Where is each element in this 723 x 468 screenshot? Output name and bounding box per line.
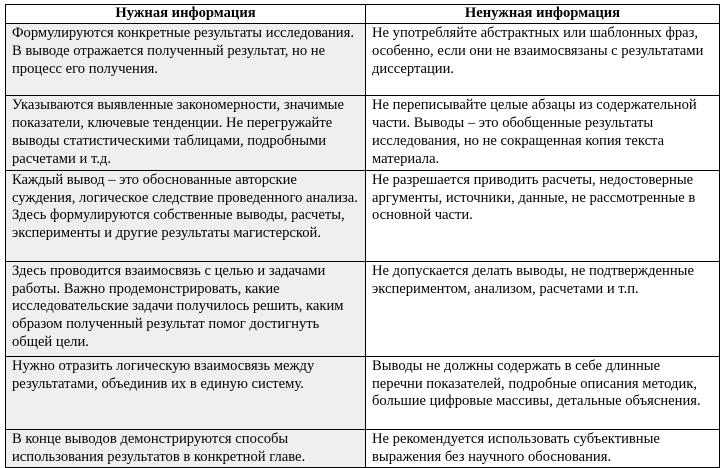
unneeded-info-cell: Не разрешается приводить расчеты, недостоверные аргументы, источники, данные, не рассмотренные в основной части.: [366, 170, 720, 261]
header-needed-info: Нужная информация: [6, 5, 366, 24]
table-row: [6, 429, 720, 468]
table-row: [6, 261, 720, 356]
needed-info-cell: В конце выводов демонстрируются способы использования результатов в конкретной главе.: [6, 429, 366, 468]
header-row: [6, 5, 720, 24]
unneeded-info-cell: Не допускается делать выводы, не подтвержденные экспериментом, анализом, расчетами и т.п.: [366, 261, 720, 356]
needed-info-cell: Здесь проводится взаимосвязь с целью и задачами работы. Важно продемонстрировать, какие исследовательские задачи получилось решить, каким образом полученный результат помог достигнуть общей цели.: [6, 261, 366, 356]
comparison-table: [5, 4, 720, 468]
table-row: [6, 356, 720, 429]
unneeded-info-cell: Не употребляйте абстрактных или шаблонных фраз, особенно, если они не взаимосвязаны с результатами диссертации.: [366, 24, 720, 96]
needed-info-cell: Нужно отразить логическую взаимосвязь между результатами, объединив их в единую систему.: [6, 356, 366, 429]
needed-info-cell: Указываются выявленные закономерности, значимые показатели, ключевые тенденции. Не перегружайте выводы статистическими таблицами, подробными расчетами и т.д.: [6, 96, 366, 171]
table-row: [6, 24, 720, 96]
table-row: [6, 170, 720, 261]
table-row: [6, 96, 720, 171]
needed-info-cell: Формулируются конкретные результаты исследования. В выводе отражается полученный результат, но не процесс его получения.: [6, 24, 366, 96]
unneeded-info-cell: Не рекомендуется использовать субъективные выражения без научного обоснования.: [366, 429, 720, 468]
unneeded-info-cell: Выводы не должны содержать в себе длинные перечни показателей, подробные описания методик, большие цифровые массивы, детальные объяснения.: [366, 356, 720, 429]
needed-info-cell: Каждый вывод – это обоснованные авторские суждения, логическое следствие проведенного анализа. Здесь формулируются собственные выводы, расчеты, эксперименты и другие результаты магистерской.: [6, 170, 366, 261]
unneeded-info-cell: Не переписывайте целые абзацы из содержательной части. Выводы – это обобщенные результаты исследования, но не сокращенная копия текста материала.: [366, 96, 720, 171]
header-unneeded-info: Ненужная информация: [366, 5, 720, 24]
